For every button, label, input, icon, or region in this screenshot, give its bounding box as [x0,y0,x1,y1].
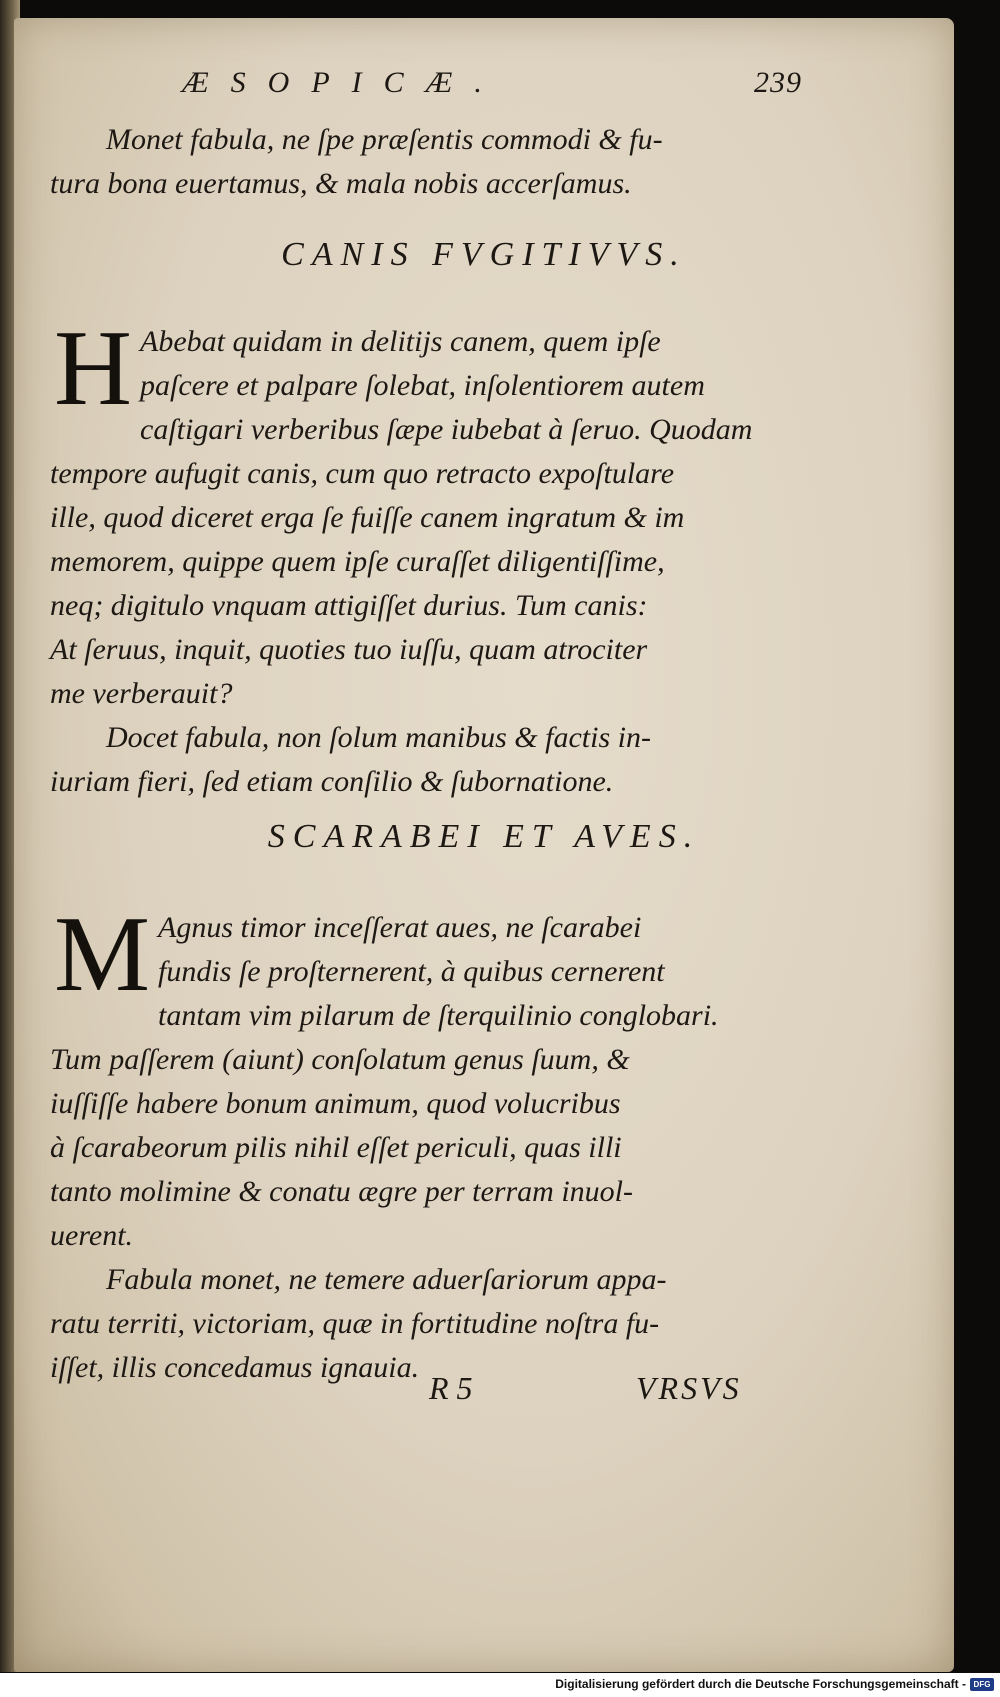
catchword: VRSVS [636,1370,742,1406]
dropcap: H [54,309,132,428]
text-line: Abebat quidam in delitijs canem, quem ipſe [140,325,661,358]
text-line: iuſſiſſe habere bonum animum, quod volucribus [50,1087,621,1120]
text-line: tantam vim pilarum de ſterquilinio conglobari. [158,999,719,1032]
moral-line: ratu territi, victoriam, quæ in fortitudine noſtra fu- [50,1307,660,1340]
signature-mark: R 5 [429,1370,473,1406]
text-line: tura bona euertamus, & mala nobis accerſamus. [50,167,632,200]
text-line: neq; digitulo vnquam attigiſſet durius. Tum canis: [50,589,648,622]
running-head [182,66,802,100]
text-line: memorem, quippe quem ipſe curaſſet diligentiſſime, [50,545,665,578]
running-title: ÆSOPICÆ. [182,66,504,99]
moral-intro [50,118,790,206]
fable-title-scarabei: SCARABEI ET AVES. [267,818,701,855]
footer-credit: Digitalisierung gefördert durch die Deutsche Forschungsgemeinschaft - [555,1677,966,1691]
text-line: uerent. [50,1219,134,1252]
footer-bar [0,1673,1000,1697]
text-line: caſtigari verberibus ſæpe iubebat à ſeruo. Quodam [140,413,753,446]
moral-line: iſſet, illis concedamus ignauia. [50,1351,420,1384]
text-line: tempore aufugit canis, cum quo retracto expoſtulare [50,457,675,490]
dfg-logo-icon: DFG [970,1678,994,1691]
moral-line: iuriam fieri, ſed etiam conſilio & ſubornatione. [50,765,614,798]
text-line: ille, quod diceret erga ſe fuiſſe canem ingratum & im [50,501,685,534]
text-line: fundis ſe proſternerent, à quibus cernerent [158,955,665,988]
moral-line: Docet fabula, non ſolum manibus & factis in- [106,721,651,754]
moral-line: Fabula monet, ne temere aduerſariorum appa- [106,1263,667,1296]
text-line: Agnus timor inceſſerat aues, ne ſcarabei [158,911,642,944]
fable-body-scarabei [50,895,790,1390]
text-line: Monet fabula, ne ſpe præſentis commodi & fu- [106,123,663,156]
book-page [14,18,954,1672]
page-number: 239 [754,66,802,99]
text-line: paſcere et palpare ſolebat, inſolentiorem autem [140,369,705,402]
text-line: à ſcarabeorum pilis nihil eſſet periculi, quas illi [50,1131,622,1164]
text-line: Tum paſſerem (aiunt) conſolatum genus ſuum, & [50,1043,630,1076]
text-line: me verberauit? [50,677,233,710]
dropcap: M [54,895,151,1014]
text-line: tanto molimine & conatu ægre per terram inuol- [50,1175,634,1208]
text-line: At ſeruus, inquit, quoties tuo iuſſu, quam atrociter [50,633,648,666]
fable-title-canis: CANIS FVGITIVVS. [281,236,687,273]
fable-body-canis [50,309,790,804]
